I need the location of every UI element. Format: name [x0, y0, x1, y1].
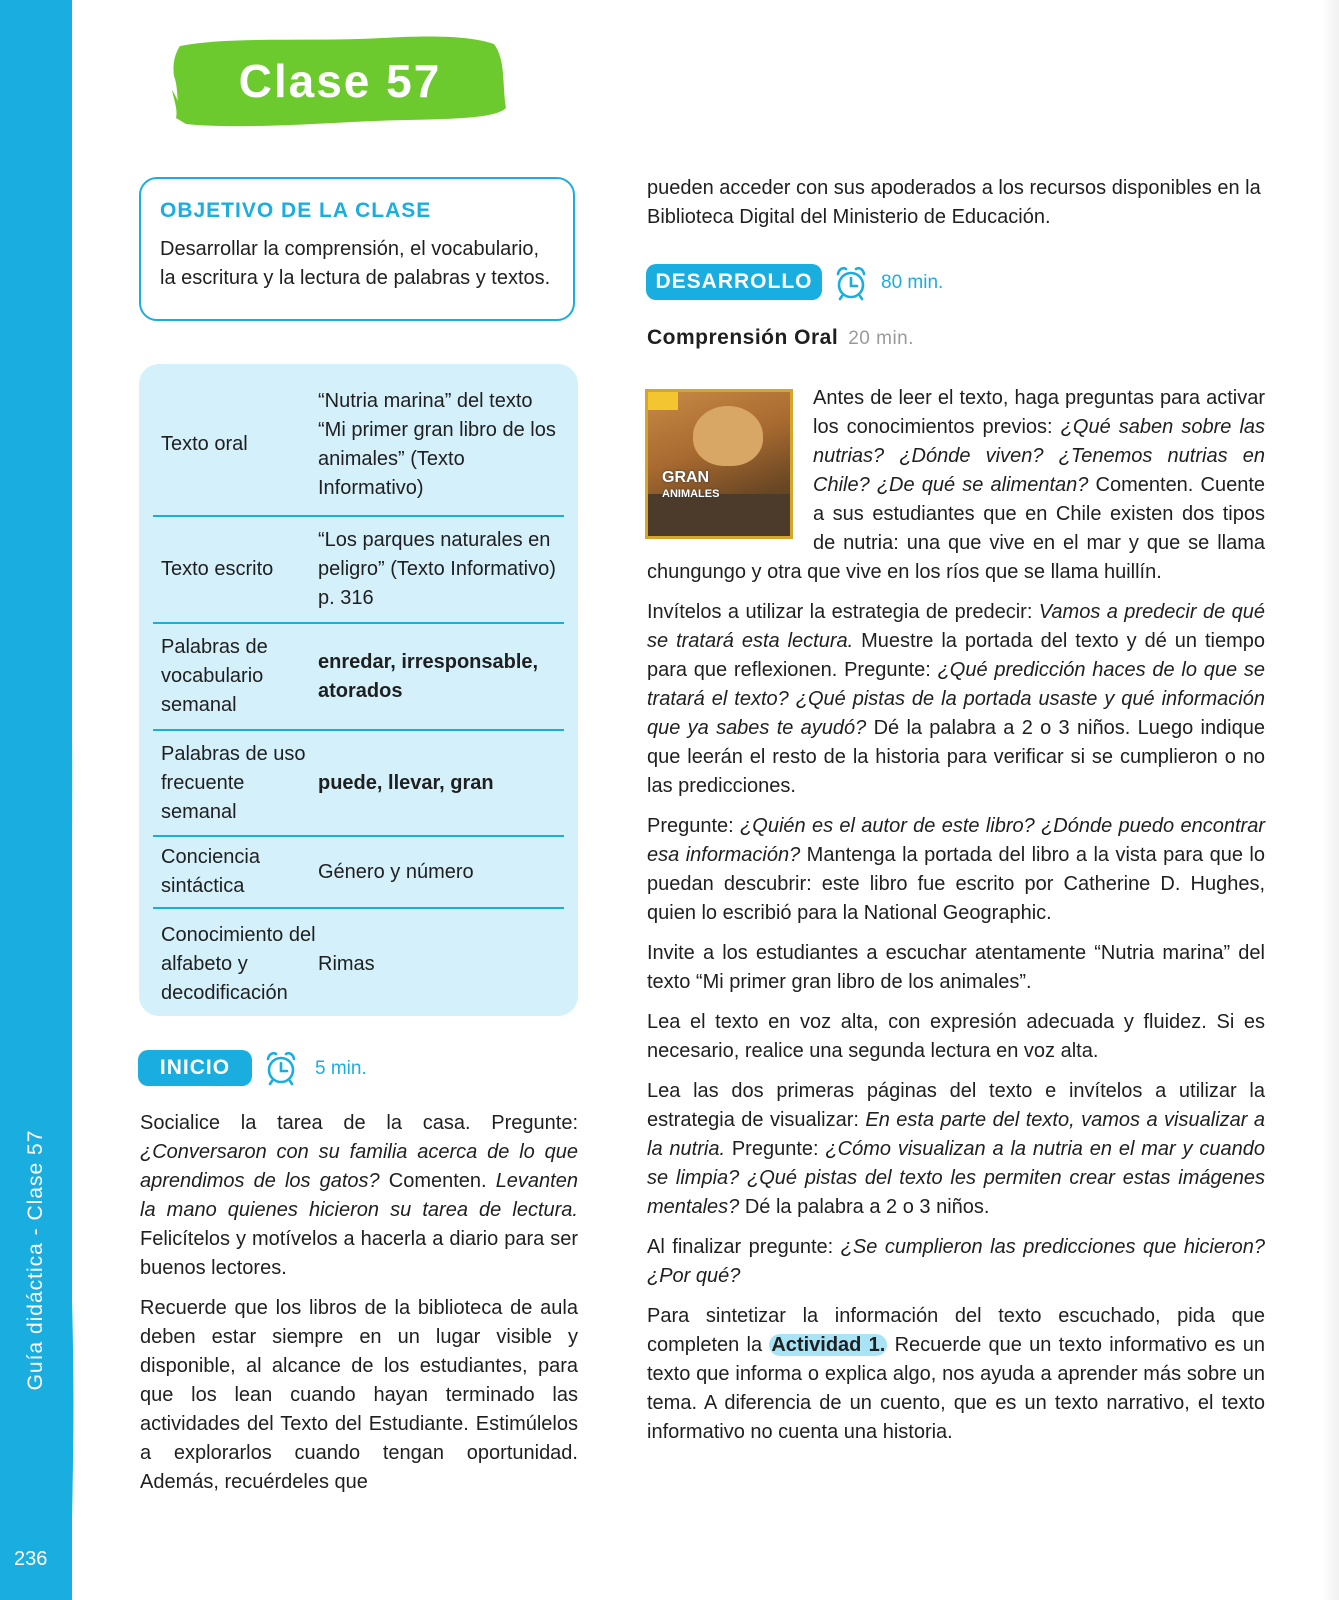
row-value: Rimas [318, 952, 375, 975]
comprension-title: Comprensión Oral [647, 326, 839, 349]
paragraph: Al finalizar pregunte: ¿Se cumplieron las predicciones que hicieron? ¿Por qué? [647, 1236, 1265, 1287]
comprension-time: 20 min. [848, 328, 915, 349]
paragraph: pueden acceder con sus apoderados a los recursos disponibles en la Biblioteca Digital del Ministerio de Educación. [647, 177, 1261, 228]
paragraph: Invite a los estudiantes a escuchar atentamente “Nutria marina” del texto “Mi primer gran libro de los animales”. [647, 942, 1265, 993]
title-banner [172, 30, 508, 132]
image-spacer [647, 384, 813, 556]
row-label: Texto oral [161, 433, 248, 455]
paragraph: Antes de leer el texto, haga preguntas para activar los conocimientos previos: ¿Qué saben sobre las nutrias? ¿Dónde viven? ¿Tenemos nutrias en Chile? ¿De qué se alimentan? Comenten. Cuente a sus estudiantes que en Chile existen dos tipos de nutria: una que vive en el mar y que se llama chungungo y otra que vive en los ríos que se llama huillín. [647, 384, 1265, 587]
desarrollo-badge: DESARROLLO [646, 264, 822, 300]
table-row [153, 909, 564, 1019]
inicio-text [140, 1109, 578, 1508]
page-number: 236 [14, 1548, 48, 1570]
row-label: Conocimiento del alfabeto y decodificación [161, 923, 316, 1004]
paragraph: Para sintetizar la información del texto escuchado, pida que completen la Actividad 1. Recuerde que un texto informativo es un texto que informa o explica algo, nos ayuda a aprender más sobre un tema. A diferencia de un cuento, que es un texto narrativo, el texto informativo no cuenta una historia. [647, 1305, 1265, 1443]
row-label: Conciencia sintáctica [161, 846, 260, 897]
inicio-time: 5 min. [315, 1058, 367, 1079]
inicio-badge: INICIO [138, 1050, 252, 1086]
paragraph: Lea el texto en voz alta, con expresión adecuada y fluidez. Si es necesario, realice una segunda lectura en voz alta. [647, 1011, 1265, 1062]
row-label: Palabras de uso frecuente semanal [161, 742, 306, 823]
row-value: enredar, irresponsable, atorados [318, 650, 539, 702]
desarrollo-text [647, 384, 1265, 1458]
table-row [153, 624, 564, 731]
objective-line-2: la escritura y la lectura de palabras y textos. [160, 267, 551, 289]
table-row [153, 517, 564, 624]
objective-line-1: Desarrollar la comprensión, el vocabulario, [160, 238, 540, 260]
row-value: puede, llevar, gran [318, 771, 494, 794]
row-label: Palabras de vocabulario semanal [161, 636, 268, 716]
alarm-clock-icon [264, 1050, 298, 1086]
row-value: Género y número [318, 860, 474, 883]
objective-text [160, 235, 553, 293]
continuation-text [647, 174, 1265, 243]
table-row [153, 374, 564, 517]
book-cover-title: GRAN ANIMALES [662, 469, 720, 500]
page-title: Clase 57 [238, 55, 442, 107]
table-row [153, 837, 564, 909]
row-value: “Nutria marina” del texto “Mi primer gran libro de los animales” (Texto Informativo) [318, 389, 556, 499]
paragraph: Pregunte: ¿Quién es el autor de este libro? ¿Dónde puedo encontrar esa información? Mantenga la portada del libro a la vista para que lo puedan descubrir: este libro fue escrito por Catherine D. Hughes, quien lo escribió para la National Geographic. [647, 815, 1265, 924]
side-band [0, 0, 72, 1600]
side-label: Guía didáctica - Clase 57 [24, 1129, 47, 1391]
paragraph: Lea las dos primeras páginas del texto e invítelos a utilizar la estrategia de visualizar: En esta parte del texto, vamos a visualizar a la nutria. Pregunte: ¿Cómo visualizan a la nutria en el mar y cuando se limpia? ¿Qué pistas del texto les permiten crear estas imágenes mentales? Dé la palabra a 2 o 3 niños. [647, 1080, 1266, 1218]
table-row [153, 731, 564, 837]
objective-box [139, 177, 575, 321]
objective-heading: OBJETIVO DE LA CLASE [160, 199, 432, 222]
row-value: “Los parques naturales en peligro” (Texto Informativo) p. 316 [318, 529, 556, 609]
desarrollo-time: 80 min. [881, 272, 944, 293]
alarm-clock-icon [834, 265, 868, 301]
class-info-table [139, 364, 578, 1016]
paragraph: Socialice la tarea de la casa. Pregunte: ¿Conversaron con su familia acerca de lo que aprendimos de los gatos? Comenten. Levanten la mano quienes hicieron su tarea de lectura. Felicítelos y motívelos a hacerla a diario para ser buenos lectores. [140, 1112, 578, 1279]
activity-highlight: Actividad 1. [771, 1334, 886, 1356]
row-label: Texto escrito [161, 558, 274, 580]
page-edge [1321, 0, 1339, 1600]
paragraph: Invítelos a utilizar la estrategia de predecir: Vamos a predecir de qué se tratará esta lectura. Muestre la portada del texto y dé un tiempo para que reflexionen. Pregunte: ¿Qué predicción haces de lo que se tratará el texto? ¿Qué pistas de la portada usaste y qué información que ya sabes te ayudó? Dé la palabra a 2 o 3 niños. Luego indique que leerán el resto de la historia para verificar si se cumplieron o no las predicciones. [647, 601, 1265, 797]
section-heading [647, 326, 914, 350]
paragraph: Recuerde que los libros de la biblioteca de aula deben estar siempre en un lugar visible y disponible, al alcance de los estudiantes, para que los lean cuando hayan terminado las actividades del Texto del Estudiante. Estimúlelos a explorarlos cuando tengan oportunidad. Además, recuérdeles que [140, 1297, 578, 1493]
